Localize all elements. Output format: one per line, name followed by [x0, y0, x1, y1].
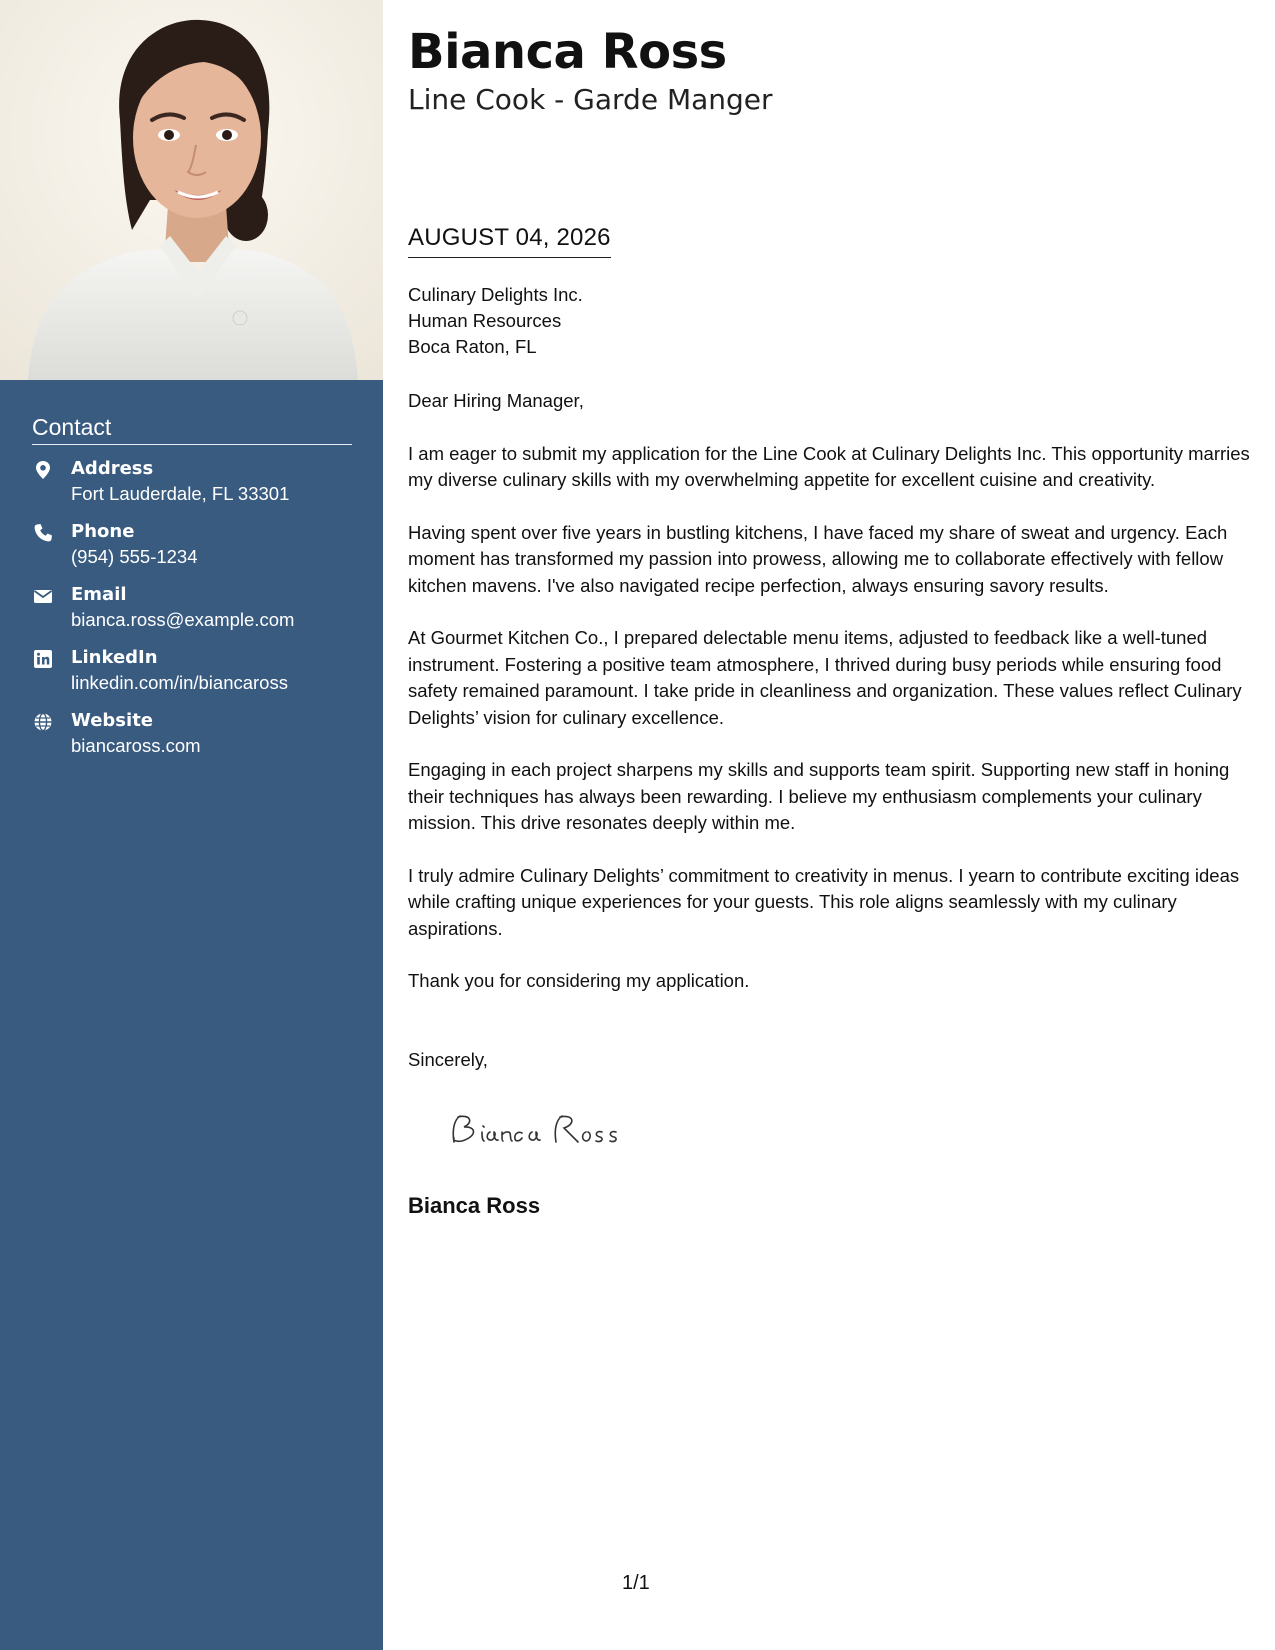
body-paragraph: I am eager to submit my application for the Line Cook at Culinary Delights Inc. This opportunity marries my diverse culinary skills with my overwhelming appetite for excellent cuisine and creativity.	[408, 442, 1250, 490]
contact-website	[32, 709, 352, 772]
contact-label: Website	[71, 710, 154, 731]
recipient-location: Boca Raton, FL	[408, 336, 537, 357]
closing: Sincerely,	[408, 1049, 488, 1070]
page-number: 1/1	[622, 1572, 650, 1594]
address-value: Fort Lauderdale, FL 33301	[71, 483, 290, 504]
phone-icon	[33, 523, 53, 543]
recipient-department: Human Resources	[408, 310, 562, 331]
letter-date: AUGUST 04, 2026	[408, 222, 611, 258]
phone-value[interactable]: (954) 555-1234	[71, 546, 198, 567]
map-pin-icon	[33, 460, 53, 480]
sidebar	[0, 0, 383, 1650]
contact-linkedin	[32, 646, 352, 709]
contact-heading: Contact	[32, 412, 352, 445]
portrait-image	[0, 0, 383, 380]
job-title: Line Cook - Garde Manger	[408, 83, 773, 116]
globe-icon	[33, 712, 53, 732]
body-paragraph: Engaging in each project sharpens my skills and supports team spirit. Supporting new staff in honing their techniques has always been rewarding. I believe my enthusiasm complements your culinary mission. This drive resonates deeply within me.	[408, 759, 1230, 833]
linkedin-value[interactable]: linkedin.com/in/biancaross	[71, 672, 288, 693]
profile-photo	[0, 0, 383, 380]
linkedin-icon	[33, 649, 53, 669]
contact-address	[32, 457, 352, 520]
contact-section	[32, 412, 352, 772]
applicant-name: Bianca Ross	[408, 24, 727, 80]
contact-label: Email	[71, 584, 127, 605]
letter-body	[408, 388, 1256, 1021]
website-value[interactable]: biancaross.com	[71, 735, 201, 756]
body-paragraph: I truly admire Culinary Delights’ commitment to creativity in menus. I yearn to contribute exciting ideas while crafting unique experiences for your guests. This role aligns seamlessly with my culinary aspirations.	[408, 864, 1240, 939]
contact-email	[32, 583, 352, 646]
envelope-icon	[33, 586, 53, 606]
recipient-block	[408, 282, 583, 360]
contact-label: Address	[71, 458, 154, 479]
handwritten-signature	[440, 1108, 650, 1154]
contact-label: LinkedIn	[71, 647, 158, 668]
contact-phone	[32, 520, 352, 583]
thank-you-paragraph: Thank you for considering my application.	[408, 970, 750, 991]
body-paragraph: Having spent over five years in bustling kitchens, I have faced my share of sweat and urgency. Each moment has transformed my passion into prowess, allowing me to collaborate effectively with fellow kitchen mavens. I've also navigated recipe perfection, always ensuring savory results.	[408, 521, 1228, 596]
signer-name: Bianca Ross	[408, 1193, 541, 1218]
contact-label: Phone	[71, 521, 135, 542]
recipient-company: Culinary Delights Inc.	[408, 284, 583, 305]
email-value[interactable]: bianca.ross@example.com	[71, 609, 295, 630]
greeting: Dear Hiring Manager,	[408, 390, 584, 411]
body-paragraph: At Gourmet Kitchen Co., I prepared delectable menu items, adjusted to feedback like a well-tuned instrument. Fostering a positive team atmosphere, I thrived during busy periods while ensuring food safety remained paramount. I take pride in cleanliness and organization. These values reflect Culinary Delights’ vision for culinary excellence.	[408, 627, 1242, 728]
